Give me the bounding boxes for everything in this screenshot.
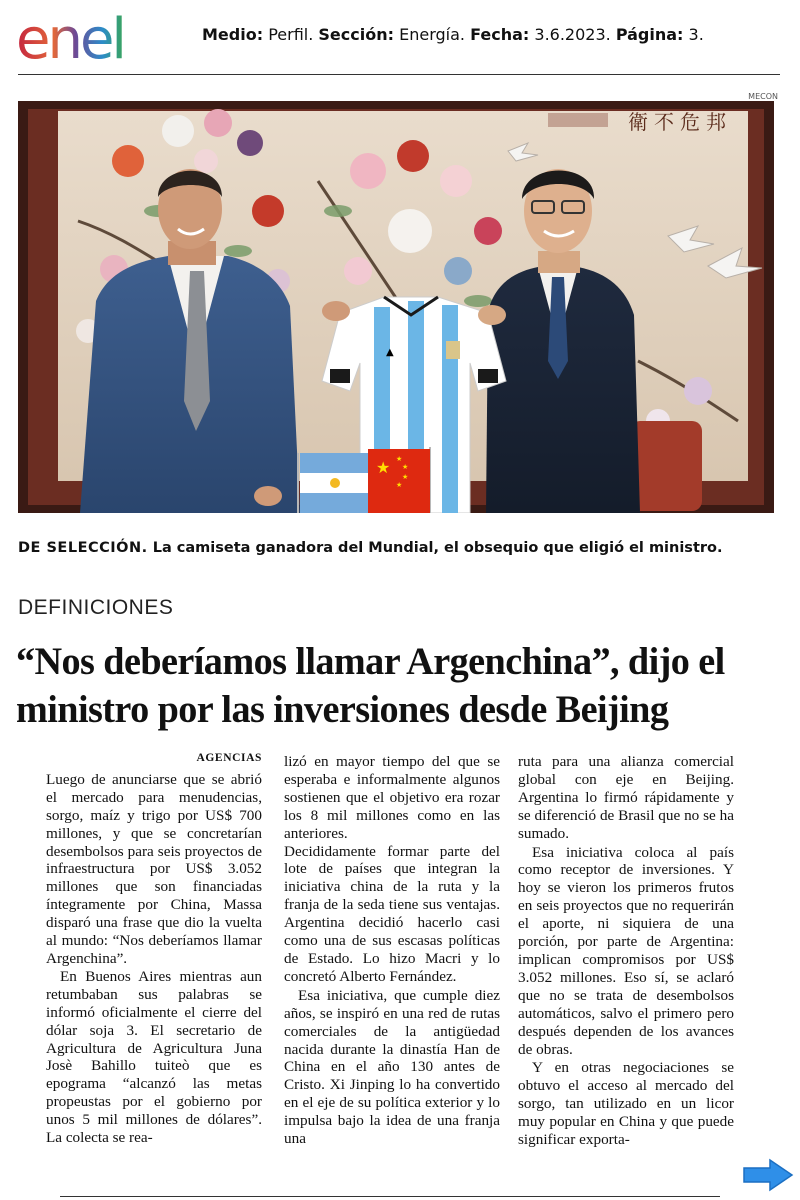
paragraph: Y en otras negociaciones se obtuvo el acceso al mercado del sorgo, tan utilizado en un licor muy popular en China y que puede significar exporta- xyxy=(518,1059,734,1149)
caption-kicker: DE SELECCIÓN. xyxy=(18,540,148,556)
paragraph: Decididamente formar parte del lote de países que integran la iniciativa china de la ruta y la franja de la seda tiene sus ventajas. Argentina decidió hacerlo casi como una de sus escasas políticas de Estado. Lo hizo Macri y lo concretó Alberto Fernández. xyxy=(284,842,500,985)
paragraph: ruta para una alianza comercial global con eje en Beijing. Argentina lo firmó rápidamente y se diferenció de Brasil que no se ha sumado. xyxy=(518,753,734,842)
header-divider xyxy=(18,74,780,75)
paragraph: lizó en mayor tiempo del que se esperaba e informalmente algunos sostienen que el objetivo era rozar los 8 mil millones como en las anteriores. xyxy=(284,753,500,842)
byline: AGENCIAS xyxy=(196,752,262,764)
fecha-label: Fecha: xyxy=(470,25,530,44)
pagina-value: 3. xyxy=(688,25,704,44)
seccion-value: Energía. xyxy=(399,25,465,44)
pagina-label: Página: xyxy=(615,25,684,44)
seccion-label: Sección: xyxy=(318,25,395,44)
svg-text:★: ★ xyxy=(376,458,391,477)
svg-text:衛: 衛 xyxy=(628,110,648,134)
paragraph: En Buenos Aires mientras aun retumbaban sus palabras se informó oficialmente el cierre del dólar soja 3. El secretario de Agricultura de Agricultura Juna Josè Bahillo tuiteò que es epograma “alcanzó las metas propeustas por el gobierno por unos 5 mil millones de dólares”. La colecta se rea- xyxy=(46,967,262,1147)
svg-text:▲: ▲ xyxy=(386,347,394,358)
article-column-1 xyxy=(46,750,262,1147)
svg-text:★: ★ xyxy=(396,455,403,463)
enel-logo xyxy=(16,4,188,64)
fecha-value: 3.6.2023. xyxy=(534,25,611,44)
svg-text:邦: 邦 xyxy=(706,110,726,134)
arrow-right-icon xyxy=(742,1158,794,1192)
press-metadata xyxy=(202,25,704,44)
paragraph: Esa iniciativa coloca al país como receptor de inversiones. Y hoy se vieron los primeros frutos en seis proyectos que no requerirán el aporte, ni siquiera de una porción, por parte de Argentina: implican compromisos por US$ 3.052 millones. Eso sí, se aclaró que no se trata de desembolsos automáticos, salvo el primero pero después dependen de los avances de obras. xyxy=(518,843,734,1058)
photo-credit: MECON xyxy=(748,92,778,101)
medio-value: Perfil. xyxy=(268,25,314,44)
article-headline: “Nos deberíamos llamar Argenchina”, dijo el ministro por las inversiones desde Beijing xyxy=(16,640,725,731)
svg-text:★: ★ xyxy=(402,473,409,481)
paragraph: Esa iniciativa, que cumple diez años, se inspiró en una red de rutas comerciales de la antigüedad nacida durante la dinastía Han de China en el año 130 antes de Cristo. Xi Jinping lo ha convertido en el eje de su política exterior y lo impulsa bajo la idea de una franja una xyxy=(284,986,500,1148)
news-photo xyxy=(18,101,774,513)
svg-text:★: ★ xyxy=(402,463,409,471)
next-page-button[interactable] xyxy=(742,1158,794,1192)
paragraph: Luego de anunciarse que se abrió el mercado para menudencias, sorgo, maíz y trigo por US$ 700 millones, y que se concretarían desembolsos para seis proyectos de infraestructura por US$ 3.052 millones que son financiadas íntegramente por China, Massa disparó una frase que dio la vuelta al mundo: “Nos deberíamos llamar Argenchina”. xyxy=(46,770,262,967)
caption-text: La camiseta ganadora del Mundial, el obsequio que eligió el ministro. xyxy=(152,540,723,556)
footer-divider xyxy=(60,1196,720,1197)
svg-text:不: 不 xyxy=(654,110,674,134)
svg-text:危: 危 xyxy=(680,110,700,134)
section-label: DEFINICIONES xyxy=(18,596,174,619)
logo-wordmark: enel xyxy=(16,7,124,64)
medio-label: Medio: xyxy=(202,25,264,44)
svg-text:★: ★ xyxy=(396,481,403,489)
photo-caption xyxy=(18,540,778,556)
article-column-3 xyxy=(518,753,734,1149)
article-column-2 xyxy=(284,753,500,1148)
